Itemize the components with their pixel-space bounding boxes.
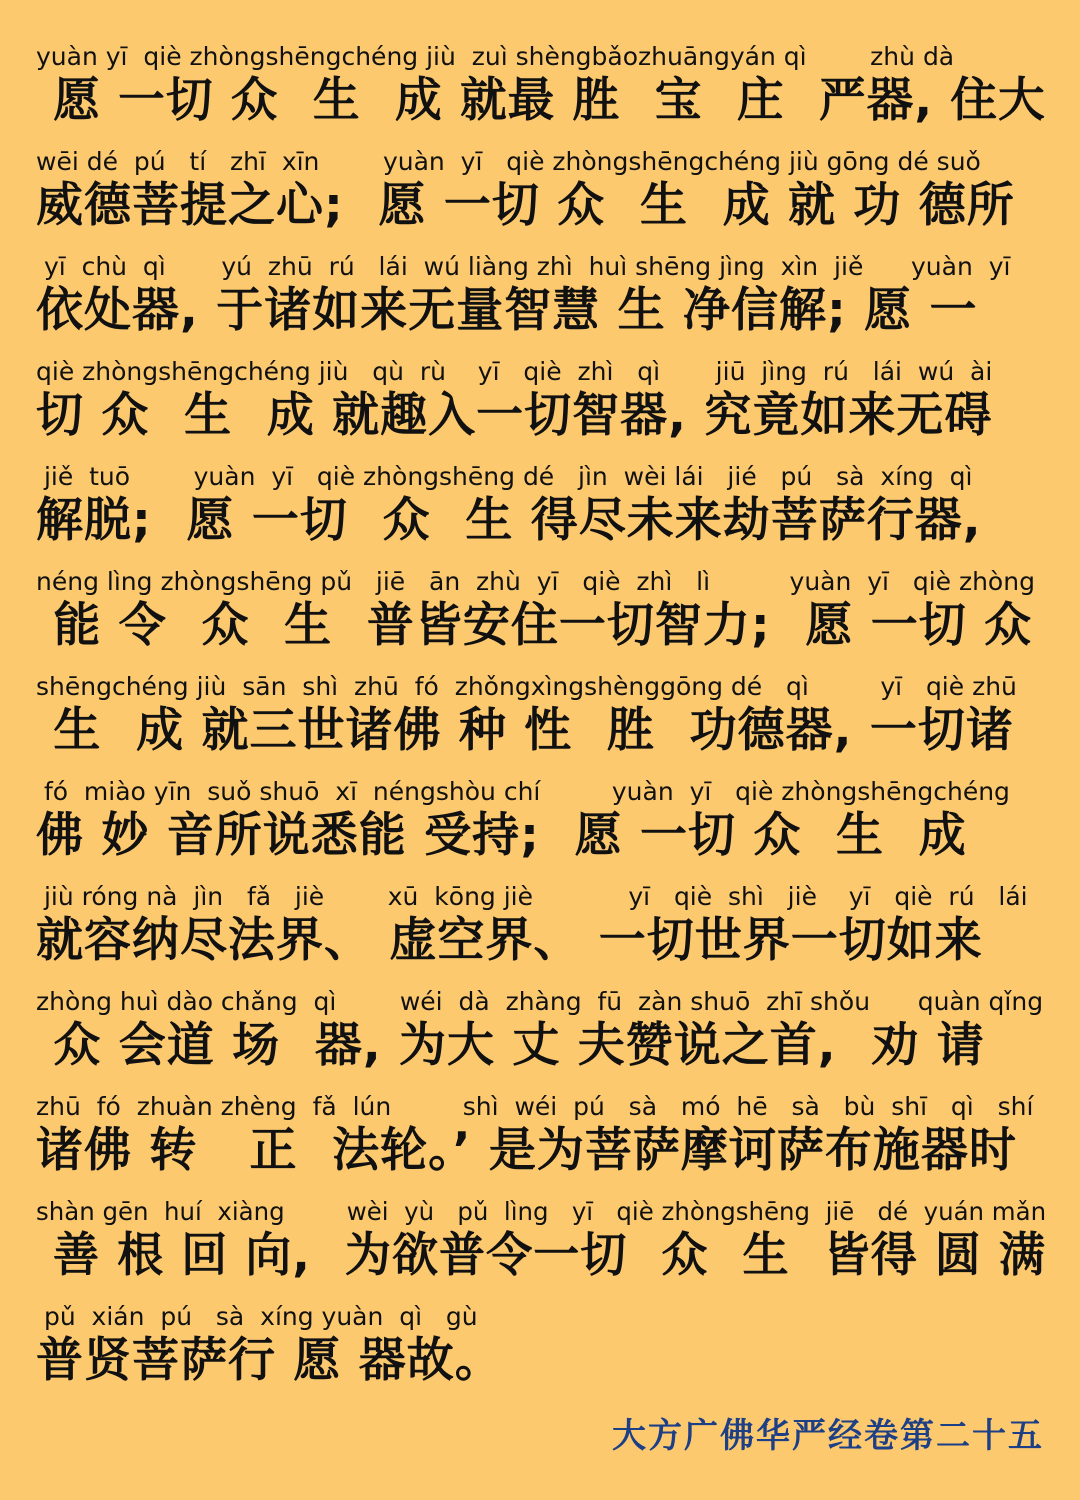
pinyin-row: pǔ xián pú sà xíng yuàn qì gù	[36, 1302, 478, 1331]
pinyin-row: wēi dé pú tí zhī xīn yuàn yī qiè zhòngshēngchéng jiù gōng dé suǒ	[36, 147, 981, 176]
text-line-12	[36, 1197, 1046, 1285]
hanzi-row: 威德菩提之心; 愿 一切 众 生 成 就 功 德所	[36, 178, 1015, 233]
pinyin-row: zhū fó zhuàn zhèng fǎ lún shì wéi pú sà mó hē sà bù shī qì shí	[36, 1092, 1034, 1121]
hanzi-row: 佛 妙 音所说悉能 受持; 愿 一切 众 生 成	[36, 808, 967, 863]
pinyin-row: yī chù qì yú zhū rú lái wú liàng zhì huì shēng jìng xìn jiě yuàn yī	[36, 252, 1011, 281]
hanzi-row: 愿 一切 众 生 成 就最 胜 宝 庄 严器, 住大	[36, 73, 1046, 128]
pinyin-row: yuàn yī qiè zhòngshēngchéng jiù zuì shèngbǎozhuāngyán qì zhù dà	[36, 42, 955, 71]
pinyin-row: néng lìng zhòngshēng pǔ jiē ān zhù yī qiè zhì lì yuàn yī qiè zhòng	[36, 567, 1035, 596]
source-citation: 大方广佛华严经卷第二十五	[612, 1416, 1044, 1456]
pinyin-row: jiě tuō yuàn yī qiè zhòngshēng dé jìn wèi lái jié pú sà xíng qì	[36, 462, 973, 491]
hanzi-row: 众 会道 场 器, 为大 丈 夫赞说之首, 劝 请	[36, 1018, 985, 1073]
hanzi-row: 生 成 就三世诸佛 种 性 胜 功德器, 一切诸	[36, 703, 1014, 758]
text-line-3	[36, 252, 1046, 340]
hanzi-row: 诸佛 转 正 法轮。’ 是为菩萨摩诃萨布施器时	[36, 1123, 1017, 1178]
text-line-10	[36, 987, 1046, 1075]
pinyin-row: shēngchéng jiù sān shì zhū fó zhǒngxìngshènggōng dé qì yī qiè zhū	[36, 672, 1017, 701]
text-line-13	[36, 1302, 1046, 1390]
hanzi-row: 解脱; 愿 一切 众 生 得尽未来劫菩萨行器,	[36, 493, 982, 548]
hanzi-row: 就容纳尽法界、 虚空界、 一切世界一切如来	[36, 913, 983, 968]
hanzi-row: 能 令 众 生 普皆安住一切智力; 愿 一切 众	[36, 598, 1033, 653]
hanzi-row: 普贤菩萨行 愿 器故。	[36, 1333, 503, 1388]
text-line-6	[36, 567, 1046, 655]
text-line-5	[36, 462, 1046, 550]
pinyin-row: shàn gēn huí xiàng wèi yù pǔ lìng yī qiè zhòngshēng jiē dé yuán mǎn	[36, 1197, 1047, 1226]
text-line-4	[36, 357, 1046, 445]
pinyin-row: qiè zhòngshēngchéng jiù qù rù yī qiè zhì qì jiū jìng rú lái wú ài	[36, 357, 993, 386]
text-line-2	[36, 147, 1046, 235]
hanzi-row: 善 根 回 向, 为欲普令一切 众 生 皆得 圆 满	[36, 1228, 1046, 1283]
text-line-1	[36, 42, 1046, 130]
text-line-8	[36, 777, 1046, 865]
pinyin-row: zhòng huì dào chǎng qì wéi dà zhàng fū zàn shuō zhī shǒu quàn qǐng	[36, 987, 1044, 1016]
text-line-9	[36, 882, 1046, 970]
hanzi-row: 依处器, 于诸如来无量智慧 生 净信解; 愿 一	[36, 283, 978, 338]
text-line-11	[36, 1092, 1046, 1180]
pinyin-row: jiù róng nà jìn fǎ jiè xū kōng jiè yī qiè shì jiè yī qiè rú lái	[36, 882, 1028, 911]
text-line-7	[36, 672, 1046, 760]
pinyin-row: fó miào yīn suǒ shuō xī néngshòu chí yuàn yī qiè zhòngshēngchéng	[36, 777, 1010, 806]
hanzi-row: 切 众 生 成 就趣入一切智器, 究竟如来无碍	[36, 388, 993, 443]
